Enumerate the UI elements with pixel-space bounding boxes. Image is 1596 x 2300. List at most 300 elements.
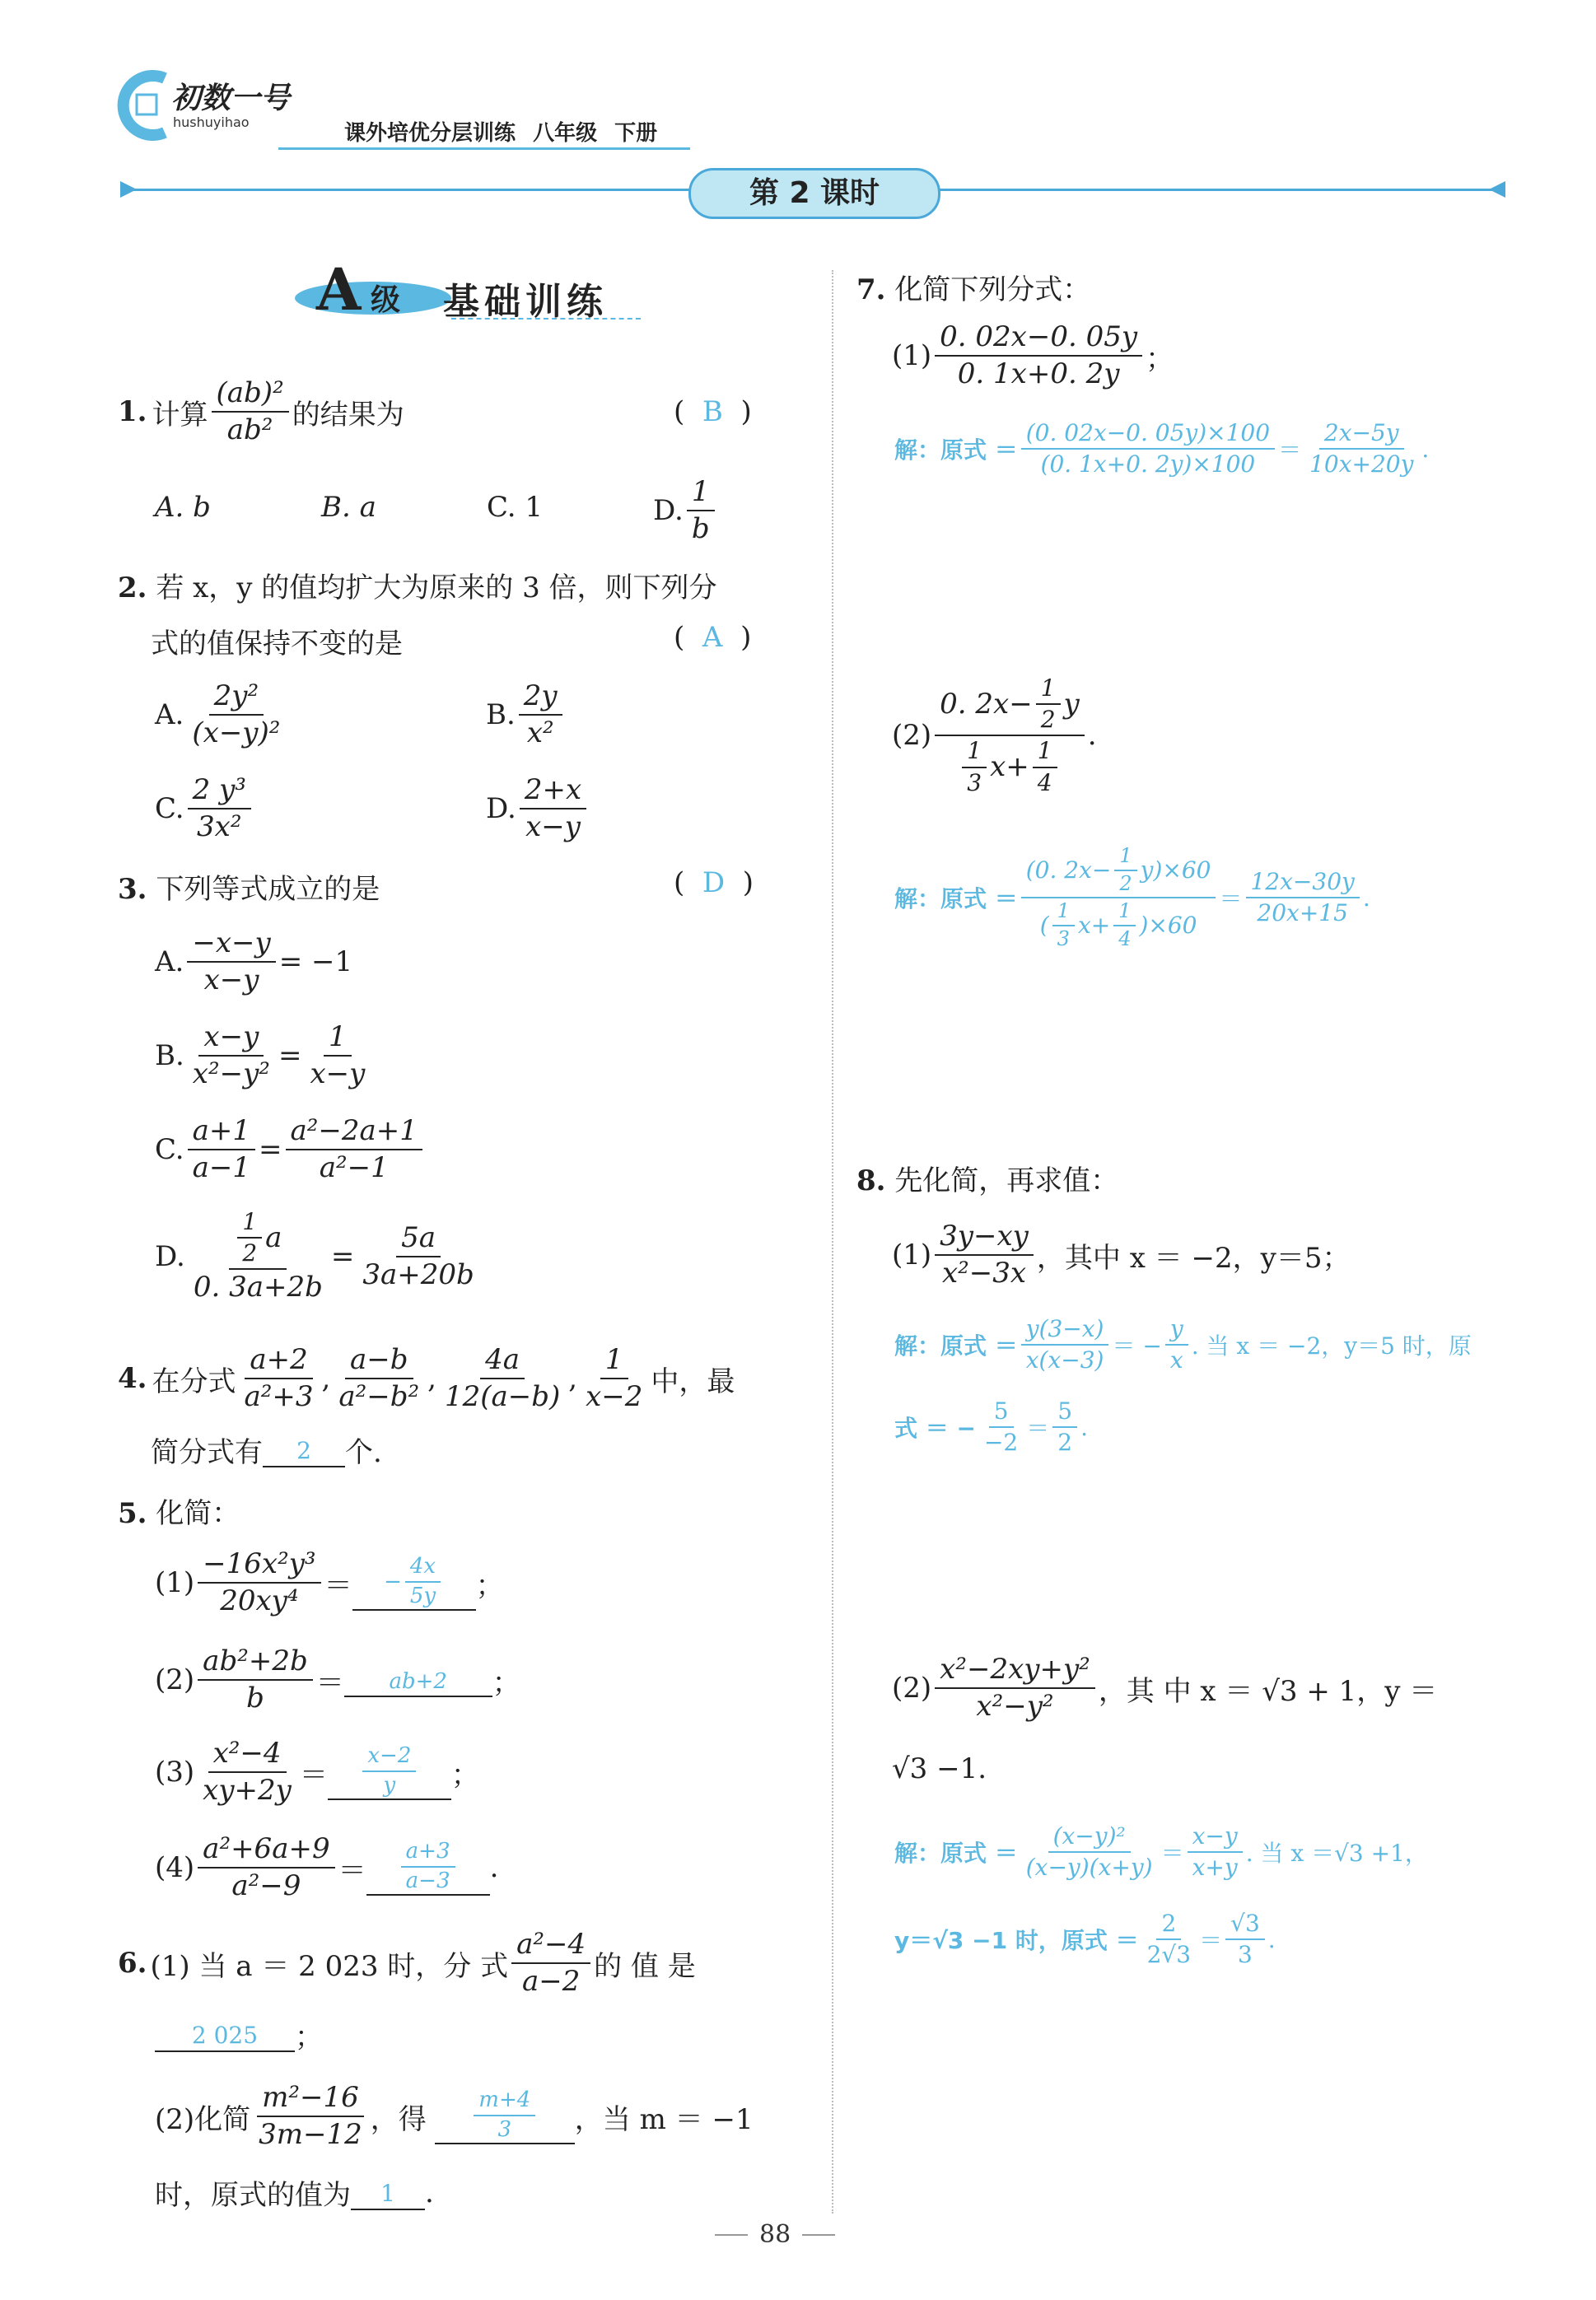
q2-option-b-label: B. <box>486 698 516 732</box>
footer-dash-right <box>802 2234 835 2236</box>
q8-solution1-line2-numerator: 5 <box>989 1398 1014 1428</box>
q5-item-4-fraction <box>198 1833 334 1902</box>
q5-item-1-end: ； <box>475 1569 504 1603</box>
q5-item-4-end: . <box>489 1851 499 1885</box>
q8-solution1-line2-result <box>1052 1398 1077 1456</box>
q6-part1-answer: 2 025 <box>191 2021 259 2049</box>
q4-fraction-4-denominator: x−2 <box>586 1380 643 1414</box>
q5-item-4-numerator: a²+6a+9 <box>198 1833 334 1868</box>
q7-solution2-denominator-inner-1-bottom: 3 <box>1057 926 1070 950</box>
q8-part2-denominator: x²−y² <box>976 1690 1054 1724</box>
q7-solution1 <box>894 420 1429 478</box>
q8-solution1-equals: ＝ − <box>1112 1332 1162 1360</box>
q5-item-1-answer <box>352 1555 476 1609</box>
q7-solution1-result-numerator: 2x−5y <box>1319 420 1404 450</box>
q8-part1-numerator: 3y−xy <box>935 1220 1034 1256</box>
q7-solution2-result-numerator: 12x−30y <box>1246 869 1360 898</box>
q8-stem <box>856 1158 1118 1198</box>
q8-solution1-numerator: y(3−x) <box>1021 1316 1109 1346</box>
q8-part1 <box>892 1220 1350 1290</box>
q5-item-1-denominator: 20xy⁴ <box>220 1584 299 1618</box>
q3-option-d-rhs-fraction <box>357 1222 478 1291</box>
q6-part2-denominator: 3m−12 <box>259 2118 362 2152</box>
q1-option-d-numerator: 1 <box>687 476 715 511</box>
q1-answer-bracket: ( B ) <box>674 395 752 428</box>
q7-solution2-result <box>1246 869 1360 926</box>
q6-part1-answer-line <box>155 2014 323 2055</box>
q5-item-3-fraction <box>198 1738 296 1807</box>
q3-option-c-fraction <box>188 1115 255 1184</box>
q5-item-3-answer-denominator: y <box>383 1773 396 1798</box>
footer-dash-left <box>715 2234 748 2236</box>
q8-solution1-denominator: x(x−3) <box>1025 1346 1104 1374</box>
q7-part1-denominator: 0. 1x+0. 2y <box>957 357 1120 391</box>
q3-option-a-numerator: −x−y <box>187 927 275 963</box>
q2-option-b-numerator: 2y <box>519 680 562 716</box>
q7-part2-denominator-inner-1 <box>962 738 987 795</box>
q5-text: 化简： <box>156 1497 240 1530</box>
q4-number: 4. <box>118 1362 147 1396</box>
q5-item-1-answer-fraction <box>405 1555 441 1609</box>
q4-line2 <box>151 1430 382 1470</box>
q6-part2-line2 <box>155 2172 434 2213</box>
q1-option-d-fraction <box>687 476 715 545</box>
q1-option-d-denominator: b <box>691 512 710 546</box>
q4-fraction-3 <box>440 1344 565 1413</box>
q6-part2 <box>155 2082 754 2151</box>
q8-part1-tail: ，其中 x ＝ −2，y＝5； <box>1036 1241 1351 1275</box>
q5-item-4-answer-denominator: a−3 <box>405 1868 450 1894</box>
q6-part1-blank[interactable] <box>155 2018 295 2052</box>
q5-number: 5. <box>118 1497 147 1530</box>
q8-solution2-lead: 解：原式 ＝ <box>894 1840 1018 1868</box>
q7-solution2-denominator-mid: x+ <box>1077 911 1111 939</box>
q2-option-b-denominator: x² <box>526 716 554 750</box>
q8-part2-tail: ，其 中 x ＝ √3 + 1，y ＝ <box>1098 1674 1438 1708</box>
q6-part1-numerator: a²−4 <box>511 1929 590 1964</box>
q1-answer: B <box>702 395 723 428</box>
q5-item-3-blank[interactable] <box>328 1744 451 1800</box>
q4-fraction-3-numerator: 4a <box>480 1344 525 1379</box>
q2-option-d-label: D. <box>486 792 516 826</box>
q4-fraction-1-numerator: a+2 <box>245 1344 312 1379</box>
q4-fraction-1 <box>240 1344 319 1413</box>
q8-part2-fraction <box>935 1654 1095 1723</box>
q7-part1-label: (1) <box>892 339 932 373</box>
q5-item-4-answer-numerator: a+3 <box>401 1840 455 1868</box>
q7-solution2-numerator-inner-bottom: 2 <box>1119 871 1132 895</box>
q5-stem <box>118 1491 240 1531</box>
q6-part2-end: . <box>425 2176 434 2209</box>
q3-option-b-rhs-fraction <box>305 1021 370 1090</box>
q5-item-2-numerator: ab²+2b <box>198 1645 313 1681</box>
q3-option-a-rhs: = −1 <box>278 945 353 979</box>
q2-option-c-label: C. <box>155 792 184 826</box>
q3-option-a-fraction <box>187 927 275 996</box>
q6-part2-answer-fraction <box>474 2088 535 2143</box>
q5-item-4 <box>155 1833 498 1902</box>
q6-part2-fraction <box>254 2082 367 2151</box>
q8-solution1-result-numerator: y <box>1165 1316 1188 1346</box>
q8-solution1-line2-end: . <box>1080 1413 1088 1441</box>
q6-part1-lead: (1) 当 a ＝ 2 023 时，分 式 <box>150 1949 509 1983</box>
q7-part1-end: ； <box>1146 342 1174 376</box>
q4-fraction-2-numerator: a−b <box>345 1344 413 1379</box>
q6-part2-value: 1 <box>380 2179 395 2207</box>
q8-solution2-line2-result <box>1225 1910 1265 1968</box>
q8-solution2-fraction <box>1021 1823 1158 1881</box>
q3-option-d-label: D. <box>155 1239 185 1273</box>
q2-number: 2. <box>118 572 147 604</box>
q3-option-b <box>155 1021 373 1090</box>
q8-text: 先化简，再求值： <box>894 1164 1119 1197</box>
q4-line2-lead: 简分式有 <box>151 1436 263 1469</box>
q8-solution1-line2-lead: 式 ＝ − <box>894 1415 976 1443</box>
q8-part2 <box>892 1654 1437 1723</box>
q4-line2-tail: 个. <box>345 1436 382 1469</box>
q8-solution2 <box>894 1823 1428 1881</box>
q2-option-a-numerator: 2y² <box>209 680 264 716</box>
q5-item-2-end: ； <box>492 1666 520 1700</box>
lesson-title: 第 2 课时 <box>688 168 940 219</box>
q2-option-c-fraction <box>188 774 251 843</box>
q8-solution2-line2-equals: ＝ <box>1199 1927 1223 1955</box>
q3-stem <box>118 866 380 907</box>
q7-part1-numerator: 0. 02x−0. 05y <box>935 321 1142 357</box>
q2-option-a <box>155 680 288 749</box>
q4-lead: 在分式 <box>152 1365 236 1398</box>
q5-item-4-answer-fraction <box>401 1840 455 1894</box>
q7-part2-numerator-inner-top: 1 <box>1036 675 1061 705</box>
q8-part1-label: (1) <box>892 1239 932 1272</box>
q2-answer-bracket: ( A ) <box>674 621 752 654</box>
q4-fraction-3-denominator: 12(a−b) <box>444 1380 561 1414</box>
q8-solution2-line2-numerator: 2 <box>1156 1910 1181 1940</box>
q5-item-2-blank[interactable] <box>344 1663 492 1697</box>
q7-solution2-result-denominator: 20x+15 <box>1257 899 1348 927</box>
header-series <box>344 116 657 147</box>
q5-item-1-equals: ＝ <box>324 1569 352 1603</box>
q2-option-d-denominator: x−y <box>525 810 581 844</box>
q2-text-line2: 式的值保持不变的是 <box>151 627 403 660</box>
q7-part2-numerator-tail: y <box>1063 687 1080 721</box>
q5-item-1-answer-sign: − <box>384 1570 402 1595</box>
q1-stem <box>118 377 404 446</box>
q2-text-line1: 若 x，y 的值均扩大为原来的 3 倍，则下列分 <box>156 572 717 604</box>
q7-solution2-numerator-tail: y)×60 <box>1140 856 1211 884</box>
column-divider <box>832 270 833 2214</box>
q5-item-4-equals: ＝ <box>338 1854 366 1887</box>
q7-solution1-end: . <box>1421 435 1430 463</box>
q4-fraction-4 <box>581 1344 647 1413</box>
q6-part1-end: ； <box>295 2021 323 2054</box>
q1-option-c: C. 1 <box>487 491 544 524</box>
q8-solution1 <box>894 1316 1472 1374</box>
q6-part2-value-blank[interactable] <box>351 2176 425 2210</box>
q5-item-2-denominator: b <box>246 1682 264 1715</box>
q3-option-b-equals: = <box>278 1039 302 1073</box>
q5-item-3-denominator: xy+2y <box>203 1774 292 1808</box>
q5-item-3 <box>155 1738 479 1807</box>
q4-answer-blank[interactable] <box>263 1433 345 1467</box>
q3-option-d-inner-denominator: 2 <box>242 1239 258 1267</box>
q6-part1-tail: 的 值 是 <box>594 1949 696 1983</box>
q7-stem <box>856 267 1090 307</box>
q3-option-c-label: C. <box>155 1133 184 1167</box>
q7-part2-denominator-inner-2-top: 1 <box>1033 738 1057 767</box>
q2-option-c <box>155 774 254 843</box>
q7-solution2-end: . <box>1362 884 1370 912</box>
q8-solution2-denominator: (x−y)(x+y) <box>1025 1854 1153 1882</box>
q5-item-3-equals: ＝ <box>299 1758 328 1792</box>
q8-part1-denominator: x²−3x <box>941 1257 1027 1290</box>
q8-solution1-line2 <box>894 1398 1088 1456</box>
q6-part1 <box>118 1929 696 1998</box>
q3-option-d-rhs-denominator: 3a+20b <box>362 1257 474 1291</box>
q8-part1-fraction <box>935 1220 1034 1290</box>
q2-option-c-numerator: 2 y³ <box>188 774 251 809</box>
q5-item-1-numerator: −16x²y³ <box>198 1548 320 1584</box>
q7-solution2-denominator-inner-2-bottom: 4 <box>1118 926 1132 950</box>
section-heading <box>295 255 649 326</box>
q5-item-3-answer-fraction <box>362 1744 416 1798</box>
q3-option-c-rhs-numerator: a²−2a+1 <box>286 1115 422 1150</box>
q5-item-3-numerator: x²−4 <box>208 1738 287 1773</box>
q1-lead: 计算 <box>152 398 208 432</box>
q7-part2-denominator-inner-1-top: 1 <box>962 738 987 767</box>
page-number: 88 <box>759 2220 791 2249</box>
q5-item-3-label: (3) <box>155 1756 195 1789</box>
q7-solution1-fraction <box>1021 420 1275 478</box>
q8-solution1-result-denominator: x <box>1169 1346 1183 1374</box>
q7-solution1-result <box>1304 420 1418 478</box>
q2-option-b-fraction <box>519 680 562 749</box>
q8-solution1-line2-result-numerator: 5 <box>1052 1398 1077 1428</box>
q3-option-c-equals: = <box>259 1133 282 1167</box>
q3-option-b-fraction <box>188 1021 275 1090</box>
q7-part2-numerator <box>935 675 1085 736</box>
q7-text: 化简下列分式： <box>894 273 1091 306</box>
page <box>23 15 1576 2288</box>
q3-option-d-fraction <box>189 1209 328 1304</box>
q3-answer: D <box>702 866 726 899</box>
q1-option-a: A. b <box>155 491 211 524</box>
q6-part1-denominator: a−2 <box>521 1965 581 1999</box>
logo-icon <box>114 67 180 141</box>
q3-option-d-inner-numerator: 1 <box>237 1209 262 1239</box>
q7-part2-denominator-mid: x+ <box>990 750 1029 784</box>
q1-numerator: (ab)² <box>212 377 289 413</box>
q8-solution2-numerator: (x−y)² <box>1048 1823 1131 1853</box>
q5-item-1-answer-numerator: 4x <box>405 1555 441 1583</box>
q8-part2-numerator: x²−2xy+y² <box>935 1654 1095 1689</box>
q2-answer: A <box>702 621 723 654</box>
q2-option-a-label: A. <box>155 698 184 732</box>
q6-part2-lead: (2)化简 <box>155 2102 251 2136</box>
q5-item-4-blank[interactable] <box>366 1840 490 1896</box>
q7-part1-fraction <box>935 321 1142 390</box>
q3-answer-bracket: ( D ) <box>674 866 754 899</box>
q5-item-2 <box>155 1645 520 1715</box>
q5-item-1-answer-denominator: 5y <box>409 1584 436 1609</box>
q3-option-d <box>155 1209 483 1304</box>
q6-part2-numerator: m²−16 <box>257 2082 364 2117</box>
q5-item-2-equals: ＝ <box>315 1666 344 1700</box>
q6-part2-blank[interactable] <box>435 2088 575 2144</box>
q8-solution2-line2-fraction <box>1142 1910 1196 1968</box>
q5-item-4-denominator: a²−9 <box>231 1869 301 1903</box>
q4-fraction-2-denominator: a²−b² <box>338 1380 420 1414</box>
q7-number: 7. <box>856 273 886 306</box>
q8-solution2-line2 <box>894 1910 1276 1968</box>
section-level-suffix: 级 <box>371 283 401 317</box>
q2-option-d <box>486 774 590 843</box>
q7-part2-denominator-inner-1-bottom: 3 <box>967 768 982 796</box>
section-title: 基础训练 <box>443 281 608 323</box>
q8-solution1-line2-fraction <box>979 1398 1023 1456</box>
q3-option-d-numerator <box>229 1209 287 1270</box>
q8-solution2-line2-end: . <box>1267 1925 1276 1953</box>
q3-option-c-denominator: a−1 <box>192 1151 251 1185</box>
q8-solution1-line2-result-denominator: 2 <box>1057 1429 1073 1457</box>
q7-part2-numerator-inner <box>1036 675 1061 733</box>
q2-option-c-denominator: 3x² <box>197 810 242 844</box>
q7-part2-denominator-inner-2 <box>1033 738 1057 795</box>
q1-denominator: ab² <box>226 413 273 447</box>
q5-item-2-label: (2) <box>155 1663 195 1697</box>
q6-number: 6. <box>118 1947 147 1980</box>
q7-solution2-denominator-inner-1 <box>1052 900 1075 950</box>
q7-solution2-numerator-inner-top: 1 <box>1114 845 1136 871</box>
logo-text: 初数一号 <box>171 82 291 115</box>
q8-solution1-line2-equals: ＝ <box>1026 1415 1050 1443</box>
q4-tail: 中，最 <box>651 1365 735 1398</box>
q4-line1: 4. 在分式 $\frac{a+2}{\text{a²+3}}$ , $\frac{a-b}{\text{a²−b²}}$ , $\frac{4a}{12(a-b)}$ , $\frac{1}{x-2}$ 中，最 <box>118 1343 735 1414</box>
q5-item-1 <box>155 1548 504 1617</box>
q3-text: 下列等式成立的是 <box>156 873 380 906</box>
q2-option-d-fraction <box>520 774 586 843</box>
q7-part2-end: . <box>1087 719 1097 753</box>
q8-solution1-fraction <box>1021 1316 1109 1374</box>
q1-fraction <box>212 377 289 446</box>
q5-item-3-end: ； <box>450 1758 479 1792</box>
q8-solution1-line2-denominator: −2 <box>983 1429 1019 1457</box>
q6-part2-answer-numerator: m+4 <box>474 2088 535 2116</box>
q5-item-4-label: (4) <box>155 1851 195 1885</box>
q8-part2-label: (2) <box>892 1672 932 1705</box>
q7-part2-numerator-head: 0. 2x− <box>940 687 1033 721</box>
q2-option-b <box>486 680 566 749</box>
q3-option-b-rhs-numerator: 1 <box>324 1021 352 1057</box>
rule-left-arrow-icon <box>120 181 137 198</box>
q1-option-b: B. a <box>321 491 376 524</box>
q8-solution1-tail: . 当 x ＝ −2，y＝5 时，原 <box>1191 1332 1472 1360</box>
q8-solution2-result-denominator: x+y <box>1192 1854 1238 1882</box>
q7-solution2-denominator-inner-2-top: 1 <box>1113 900 1136 926</box>
q3-option-d-numerator-tail: a <box>265 1220 282 1254</box>
q6-part2-line2-text: 时，原式的值为 <box>155 2179 351 2212</box>
q7-solution1-denominator: (0. 1x+0. 2y)×100 <box>1040 450 1256 478</box>
section-level: A <box>316 255 362 324</box>
q3-option-c-rhs-fraction <box>286 1115 422 1184</box>
q8-solution2-line2-denominator: 2√3 <box>1146 1941 1192 1969</box>
q7-part2-denominator-inner-2-bottom: 4 <box>1037 768 1052 796</box>
q8-solution2-line2-result-numerator: √3 <box>1225 1910 1265 1940</box>
footer <box>715 2220 835 2249</box>
q6-part2-answer-denominator: 3 <box>497 2117 512 2143</box>
volume: 下册 <box>614 121 658 146</box>
q7-part1 <box>892 321 1174 390</box>
section-dash <box>451 318 641 320</box>
q3-option-a <box>155 927 352 996</box>
q7-solution2-denominator-tail: )×60 <box>1139 911 1197 939</box>
q7-solution1-equals: ＝ <box>1278 436 1302 464</box>
q4-fraction-2 <box>334 1344 424 1413</box>
q1-tail: 的结果为 <box>292 398 404 432</box>
q7-solution1-lead: 解：原式 ＝ <box>894 436 1018 464</box>
q1-number: 1. <box>118 395 147 429</box>
q1-option-d-label: D. <box>653 494 684 528</box>
q7-solution2-denominator <box>1035 898 1202 950</box>
q8-solution1-result <box>1165 1316 1188 1374</box>
q5-item-2-answer: ab+2 <box>389 1669 447 1695</box>
q8-solution2-tail: . 当 x ＝√3 +1， <box>1245 1840 1428 1868</box>
q7-solution2-denominator-head: ( <box>1039 911 1049 939</box>
q7-solution2-equals: ＝ <box>1219 885 1243 913</box>
q2-line1 <box>118 565 717 605</box>
q7-solution2-fraction <box>1021 845 1216 950</box>
header <box>114 60 707 155</box>
q3-option-d-inner-fraction <box>237 1209 262 1267</box>
q8-part2-line2: √3 −1. <box>892 1752 987 1785</box>
q1-option-d <box>653 476 718 545</box>
q2-option-d-numerator: 2+x <box>520 774 586 809</box>
q4-fraction-1-denominator: a²+3 <box>244 1380 314 1414</box>
q8-solution2-result-numerator: x−y <box>1188 1823 1243 1853</box>
q7-solution1-numerator: (0. 02x−0. 05y)×100 <box>1021 420 1275 450</box>
q3-option-a-label: A. <box>155 945 184 979</box>
q6-part2-mid: ，得 <box>370 2102 427 2136</box>
q8-solution2-line2-result-denominator: 3 <box>1238 1941 1253 1969</box>
q7-solution1-result-denominator: 10x+20y <box>1309 450 1414 478</box>
q7-solution2-denominator-inner-1-top: 1 <box>1052 900 1075 926</box>
q3-option-c-numerator: a+1 <box>188 1115 255 1150</box>
q3-option-c <box>155 1115 426 1184</box>
q5-item-1-blank[interactable] <box>352 1555 476 1611</box>
q7-solution2 <box>894 845 1370 950</box>
q7-solution2-denominator-inner-2 <box>1113 900 1136 950</box>
logo-subtitle: hushuyihao <box>173 114 250 130</box>
q8-solution2-result <box>1188 1823 1243 1881</box>
q3-option-b-label: B. <box>155 1039 184 1073</box>
rule-right-arrow-icon <box>1489 181 1505 198</box>
q3-option-d-rhs-numerator: 5a <box>396 1222 441 1257</box>
q3-option-c-rhs-denominator: a²−1 <box>319 1151 389 1185</box>
q7-solution2-numerator-inner <box>1114 845 1136 895</box>
q7-solution2-lead: 解：原式 ＝ <box>894 885 1018 913</box>
q5-item-1-label: (1) <box>155 1566 195 1600</box>
q6-part1-fraction <box>511 1929 590 1998</box>
q3-option-d-equals: = <box>330 1239 355 1273</box>
q7-part2 <box>892 675 1097 796</box>
q5-item-2-fraction <box>198 1645 313 1715</box>
q7-solution2-numerator <box>1021 845 1216 898</box>
q8-solution2-equals: ＝ <box>1160 1840 1184 1868</box>
q7-part2-denominator <box>954 736 1065 795</box>
q3-number: 3. <box>118 873 147 906</box>
q4-answer: 2 <box>296 1436 311 1464</box>
q8-solution1-lead: 解：原式 ＝ <box>894 1332 1018 1360</box>
